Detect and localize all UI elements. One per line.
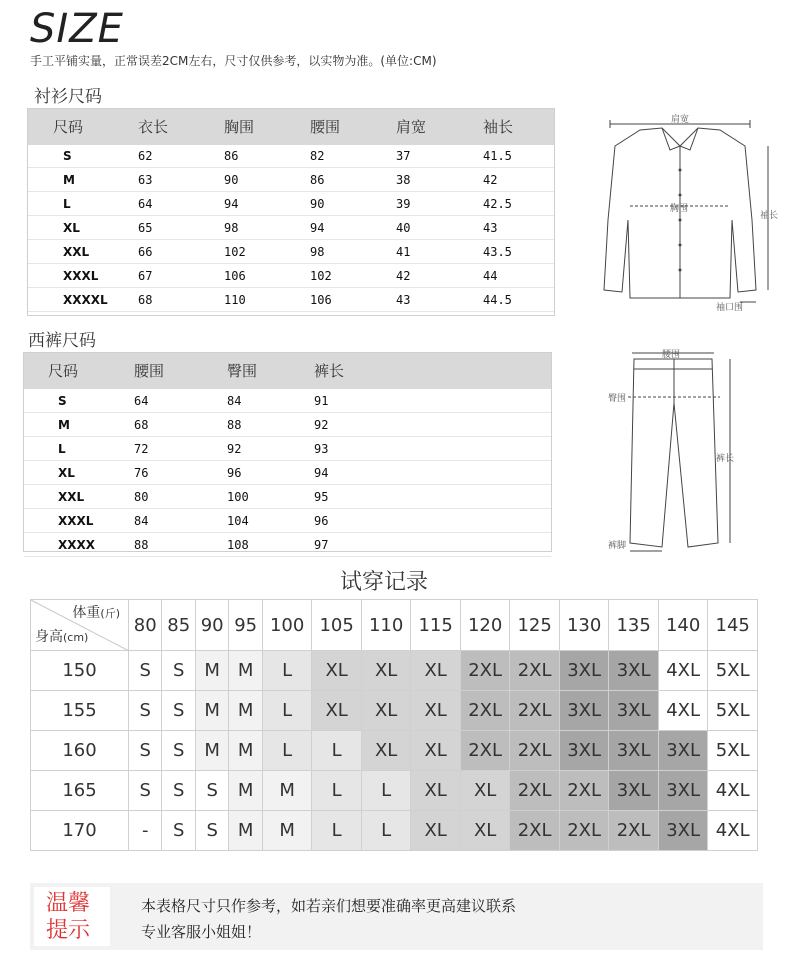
height-cell: 155: [31, 691, 129, 731]
shirt-value-cell: 44.5: [483, 293, 512, 307]
size-recommendation-cell: 3XL: [609, 691, 659, 731]
pants-value-cell: 92: [227, 442, 242, 456]
shirt-value-cell: 94: [224, 197, 239, 211]
pants-value-cell: 94: [314, 466, 329, 480]
size-recommendation-cell: M: [229, 651, 262, 691]
pants-value-cell: 96: [314, 514, 329, 528]
trial-row: [31, 811, 758, 851]
shirt-col-header: 腰围: [310, 118, 341, 136]
size-recommendation-cell: XL: [411, 811, 461, 851]
pants-value-cell: 104: [227, 514, 249, 528]
shirt-size-cell: XXXXL: [63, 293, 108, 307]
weight-header-cell: 80: [129, 600, 162, 651]
size-recommendation-cell: 2XL: [460, 651, 510, 691]
shirt-value-cell: 42: [483, 173, 498, 187]
size-recommendation-cell: 3XL: [609, 651, 659, 691]
pants-size-cell: M: [58, 418, 70, 432]
shirt-size-cell: XL: [63, 221, 80, 235]
height-cell: 170: [31, 811, 129, 851]
shirt-value-cell: 63: [138, 173, 153, 187]
pants-value-cell: 92: [314, 418, 329, 432]
shirt-value-cell: 106: [224, 269, 246, 283]
size-recommendation-cell: S: [162, 731, 195, 771]
pants-value-cell: 96: [227, 466, 242, 480]
pants-table-row: [24, 437, 551, 461]
size-recommendation-cell: XL: [411, 771, 461, 811]
shirt-col-header: 袖长: [483, 118, 514, 136]
size-recommendation-cell: S: [129, 651, 162, 691]
size-recommendation-cell: S: [162, 811, 195, 851]
shirt-size-table: [27, 108, 555, 316]
shirt-col-header: 胸围: [224, 118, 255, 136]
shirt-value-cell: 65: [138, 221, 153, 235]
hem-label: 裤脚: [608, 541, 627, 551]
shirt-value-cell: 41: [396, 245, 411, 259]
pants-diagram: [590, 343, 760, 558]
size-recommendation-cell: M: [229, 691, 262, 731]
size-recommendation-cell: 2XL: [559, 811, 609, 851]
shirt-value-cell: 42: [396, 269, 411, 283]
shirt-table-row: [28, 192, 554, 216]
shirt-value-cell: 90: [310, 197, 325, 211]
shirt-value-cell: 102: [224, 245, 246, 259]
shirt-size-cell: L: [63, 197, 71, 211]
size-recommendation-cell: XL: [460, 811, 510, 851]
height-axis-label: 身高(cm): [35, 629, 89, 645]
pants-value-cell: 72: [134, 442, 149, 456]
shirt-size-title: 衬衫尺码: [34, 87, 102, 107]
shirt-table-row: [28, 288, 554, 312]
tip-text-line2: 专业客服小姐姐！: [141, 923, 262, 941]
tip-label-line1: 温馨: [46, 891, 91, 916]
shirt-value-cell: 43: [483, 221, 498, 235]
shirt-value-cell: 110: [224, 293, 246, 307]
shirt-value-cell: 62: [138, 149, 153, 163]
shirt-diagram: [580, 110, 780, 320]
pants-value-cell: 76: [134, 466, 149, 480]
trial-header-row: [31, 600, 758, 651]
size-recommendation-cell: 2XL: [460, 691, 510, 731]
pants-size-cell: XXL: [58, 490, 85, 504]
size-recommendation-cell: 2XL: [609, 811, 659, 851]
trial-row: [31, 651, 758, 691]
shirt-value-cell: 38: [396, 173, 411, 187]
size-recommendation-cell: 4XL: [658, 651, 708, 691]
trial-corner-cell: [31, 600, 129, 651]
shirt-value-cell: 94: [310, 221, 325, 235]
shirt-value-cell: 42.5: [483, 197, 512, 211]
size-recommendation-cell: 3XL: [658, 811, 708, 851]
size-recommendation-cell: 2XL: [510, 731, 560, 771]
trial-row: [31, 731, 758, 771]
size-recommendation-cell: 2XL: [510, 691, 560, 731]
shirt-value-cell: 86: [224, 149, 239, 163]
size-title: SIZE: [30, 6, 124, 52]
weight-header-cell: 115: [411, 600, 461, 651]
size-recommendation-cell: M: [229, 811, 262, 851]
pants-size-cell: XXXL: [58, 514, 94, 528]
size-recommendation-cell: S: [195, 811, 228, 851]
size-recommendation-cell: 4XL: [658, 691, 708, 731]
size-recommendation-cell: 3XL: [609, 731, 659, 771]
size-recommendation-cell: M: [195, 731, 228, 771]
size-recommendation-cell: L: [361, 811, 411, 851]
pants-size-cell: L: [58, 442, 66, 456]
trial-row: [31, 691, 758, 731]
size-recommendation-cell: S: [129, 731, 162, 771]
pants-col-header: 腰围: [134, 362, 165, 380]
weight-header-cell: 110: [361, 600, 411, 651]
shirt-table-row: [28, 240, 554, 264]
shirt-col-header: 衣长: [138, 118, 169, 136]
size-recommendation-cell: 3XL: [658, 771, 708, 811]
pants-table-row: [24, 413, 551, 437]
size-recommendation-cell: L: [312, 811, 362, 851]
size-recommendation-cell: 2XL: [510, 811, 560, 851]
size-recommendation-cell: XL: [411, 731, 461, 771]
size-recommendation-cell: 3XL: [658, 731, 708, 771]
chest-label: 胸围: [670, 204, 689, 214]
size-recommendation-cell: XL: [361, 731, 411, 771]
size-recommendation-cell: L: [262, 651, 312, 691]
size-recommendation-cell: S: [195, 771, 228, 811]
waist-label: 腰围: [662, 350, 681, 360]
shirt-value-cell: 39: [396, 197, 411, 211]
pants-value-cell: 64: [134, 394, 149, 408]
measurement-note: 手工平铺实量，正常误差2CM左右，尺寸仅供参考，以实物为准。(单位:CM): [30, 54, 437, 68]
size-recommendation-cell: 3XL: [559, 731, 609, 771]
size-recommendation-cell: L: [312, 731, 362, 771]
pants-value-cell: 84: [134, 514, 149, 528]
tip-label: [34, 887, 110, 946]
size-recommendation-cell: 2XL: [559, 771, 609, 811]
weight-header-cell: 130: [559, 600, 609, 651]
pants-value-cell: 100: [227, 490, 249, 504]
tip-text-line1: 本表格尺寸只作参考，如若亲们想要准确率更高建议联系: [141, 897, 517, 915]
pants-size-cell: XXXX: [58, 538, 96, 552]
pants-value-cell: 93: [314, 442, 329, 456]
shirt-col-header: 尺码: [53, 118, 84, 136]
pants-table-row: [24, 485, 551, 509]
size-recommendation-cell: M: [195, 651, 228, 691]
size-recommendation-cell: S: [129, 691, 162, 731]
size-recommendation-cell: S: [162, 771, 195, 811]
size-recommendation-cell: 5XL: [708, 691, 758, 731]
size-recommendation-cell: L: [262, 691, 312, 731]
weight-header-cell: 145: [708, 600, 758, 651]
pants-table-row: [24, 461, 551, 485]
pants-size-cell: S: [58, 394, 67, 408]
shirt-table-row: [28, 168, 554, 192]
shirt-value-cell: 40: [396, 221, 411, 235]
pants-value-cell: 108: [227, 538, 249, 552]
size-recommendation-cell: M: [229, 771, 262, 811]
size-recommendation-cell: XL: [312, 691, 362, 731]
size-recommendation-cell: 3XL: [559, 651, 609, 691]
pants-size-cell: XL: [58, 466, 75, 480]
pants-value-cell: 80: [134, 490, 149, 504]
tip-box: [30, 883, 763, 950]
height-cell: 165: [31, 771, 129, 811]
shirt-value-cell: 43: [396, 293, 411, 307]
size-recommendation-cell: L: [361, 771, 411, 811]
shirt-value-cell: 106: [310, 293, 332, 307]
pants-table-row: [24, 509, 551, 533]
size-recommendation-cell: 2XL: [510, 771, 560, 811]
size-recommendation-cell: XL: [460, 771, 510, 811]
weight-header-cell: 100: [262, 600, 312, 651]
shirt-value-cell: 102: [310, 269, 332, 283]
shirt-value-cell: 41.5: [483, 149, 512, 163]
shirt-value-cell: 64: [138, 197, 153, 211]
pants-table-row: [24, 389, 551, 413]
size-recommendation-cell: M: [195, 691, 228, 731]
size-recommendation-cell: S: [162, 651, 195, 691]
size-recommendation-cell: 4XL: [708, 771, 758, 811]
shirt-value-cell: 44: [483, 269, 498, 283]
shirt-col-header: 肩宽: [396, 118, 427, 136]
shoulder-label: 肩宽: [671, 115, 690, 125]
shirt-value-cell: 86: [310, 173, 325, 187]
pants-col-header: 裤长: [314, 362, 345, 380]
weight-header-cell: 135: [609, 600, 659, 651]
row-divider: [24, 556, 551, 557]
shirt-value-cell: 43.5: [483, 245, 512, 259]
shirt-table-header: [28, 109, 554, 145]
pants-value-cell: 95: [314, 490, 329, 504]
shirt-value-cell: 98: [310, 245, 325, 259]
size-recommendation-cell: M: [262, 771, 312, 811]
trial-record-table: [30, 599, 758, 851]
size-recommendation-cell: 5XL: [708, 651, 758, 691]
shirt-value-cell: 66: [138, 245, 153, 259]
size-recommendation-cell: L: [312, 771, 362, 811]
weight-header-cell: 95: [229, 600, 262, 651]
shirt-value-cell: 90: [224, 173, 239, 187]
weight-header-cell: 120: [460, 600, 510, 651]
pants-value-cell: 88: [134, 538, 149, 552]
shirt-value-cell: 82: [310, 149, 325, 163]
weight-header-cell: 85: [162, 600, 195, 651]
shirt-value-cell: 67: [138, 269, 153, 283]
weight-header-cell: 105: [312, 600, 362, 651]
height-cell: 160: [31, 731, 129, 771]
shirt-size-cell: S: [63, 149, 72, 163]
shirt-size-cell: XXL: [63, 245, 90, 259]
size-recommendation-cell: XL: [411, 651, 461, 691]
size-recommendation-cell: 2XL: [460, 731, 510, 771]
size-recommendation-cell: XL: [361, 691, 411, 731]
shirt-value-cell: 98: [224, 221, 239, 235]
size-recommendation-cell: 3XL: [609, 771, 659, 811]
size-recommendation-cell: L: [262, 731, 312, 771]
trial-row: [31, 771, 758, 811]
size-recommendation-cell: XL: [312, 651, 362, 691]
size-recommendation-cell: M: [262, 811, 312, 851]
pants-value-cell: 88: [227, 418, 242, 432]
size-recommendation-cell: 4XL: [708, 811, 758, 851]
shirt-table-row: [28, 264, 554, 288]
pants-size-table: [23, 352, 552, 552]
size-recommendation-cell: XL: [411, 691, 461, 731]
pants-col-header: 尺码: [48, 362, 79, 380]
shirt-table-row: [28, 144, 554, 168]
weight-header-cell: 140: [658, 600, 708, 651]
size-recommendation-cell: S: [129, 771, 162, 811]
cuff-label: 袖口围: [716, 303, 744, 313]
trial-record-title: 试穿记录: [340, 570, 429, 595]
hip-label: 臀围: [608, 394, 627, 404]
pants-value-cell: 91: [314, 394, 329, 408]
pants-value-cell: 97: [314, 538, 329, 552]
weight-header-cell: 90: [195, 600, 228, 651]
pants-value-cell: 68: [134, 418, 149, 432]
shirt-value-cell: 37: [396, 149, 411, 163]
tip-label-line2: 提示: [46, 918, 91, 943]
pants-size-title: 西裤尺码: [28, 331, 96, 351]
size-recommendation-cell: 5XL: [708, 731, 758, 771]
size-recommendation-cell: XL: [361, 651, 411, 691]
size-recommendation-cell: 3XL: [559, 691, 609, 731]
height-cell: 150: [31, 651, 129, 691]
size-recommendation-cell: 2XL: [510, 651, 560, 691]
sleeve-label: 袖长: [760, 211, 779, 221]
size-recommendation-cell: S: [162, 691, 195, 731]
size-recommendation-cell: M: [229, 731, 262, 771]
length-label: 裤长: [716, 454, 735, 464]
row-divider: [28, 311, 554, 312]
size-recommendation-cell: -: [129, 811, 162, 851]
shirt-table-row: [28, 216, 554, 240]
pants-table-row: [24, 533, 551, 557]
pants-value-cell: 84: [227, 394, 242, 408]
shirt-size-cell: M: [63, 173, 75, 187]
shirt-value-cell: 68: [138, 293, 153, 307]
pants-col-header: 臀围: [227, 362, 258, 380]
weight-header-cell: 125: [510, 600, 560, 651]
pants-table-header: [24, 353, 551, 389]
weight-axis-label: 体重(斤): [72, 605, 120, 621]
shirt-size-cell: XXXL: [63, 269, 99, 283]
